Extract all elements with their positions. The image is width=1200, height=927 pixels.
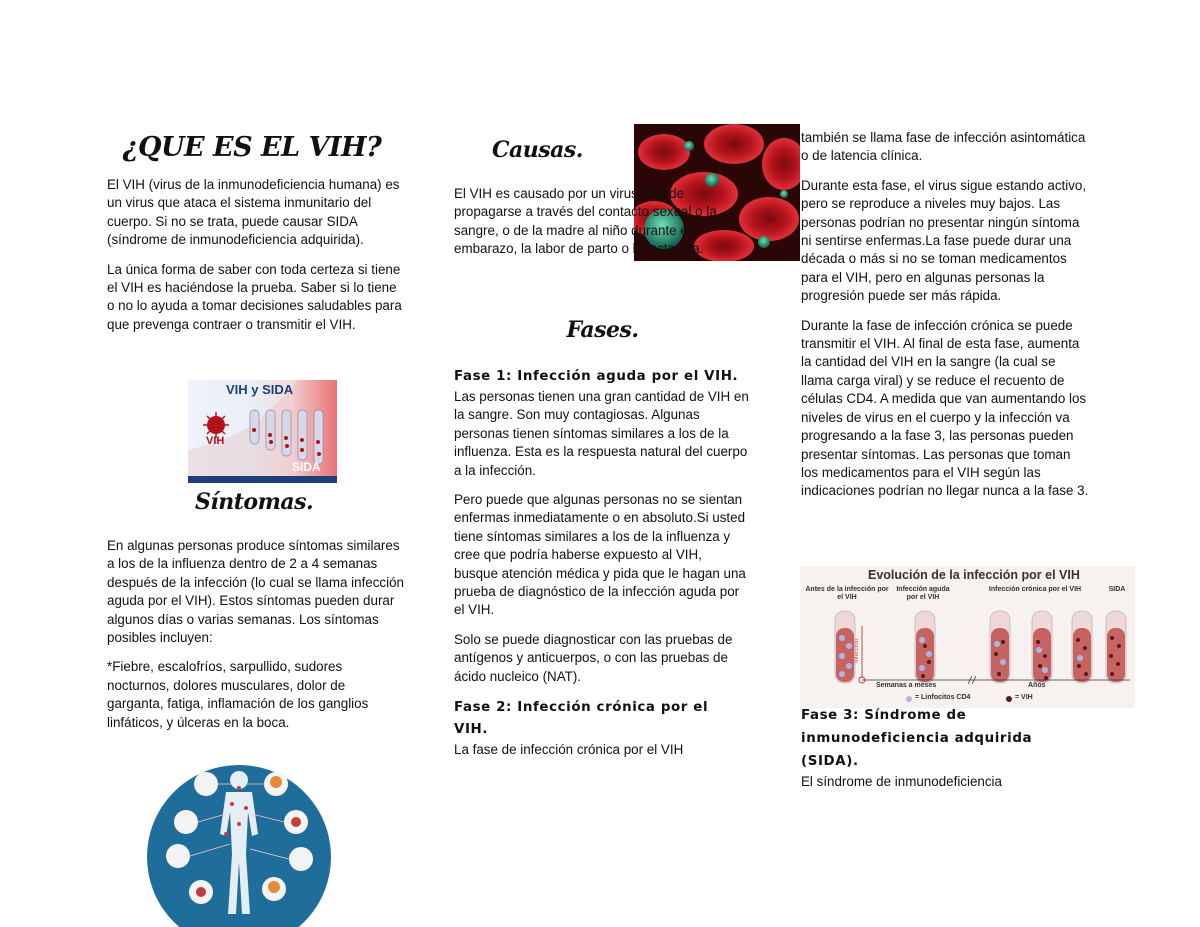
fase3-title: Fase 3: Síndrome de inmunodeficiencia adquirida (SIDA). — [801, 708, 1033, 769]
fase1-paragraph-2: Pero puede que algunas personas no se sientan enfermas inmediatamente o en absoluto.Si usted tiene síntomas similares a los de la influenza y cree que podría haberse expuesto al VIH, busque atención médica y pida que le hagan una prueba de diagnóstico de la infección aguda por el VIH. — [454, 492, 746, 618]
evolution-stage2: Infección aguda por el VIH — [896, 586, 950, 601]
fase2-continuation: también se llama fase de infección asintomática o de latencia clínica. — [801, 130, 1086, 164]
fase1-title: Fase 1: Infección aguda por el VIH. — [454, 369, 739, 384]
evolution-vertical-label: Infección — [854, 638, 861, 664]
column-right — [801, 129, 1091, 512]
vih-sida-image-title: VIH y SIDA — [226, 382, 294, 397]
paragraph-lista-sintomas: *Fiebre, escalofríos, sarpullido, sudores nocturnos, dolores musculares, dolor de garganta, fatiga, inflamación de los ganglios linfáticos, y úlceras en la boca. — [107, 659, 369, 730]
title-fases: Fases. — [566, 317, 639, 343]
evolution-stage3: Infección crónica por el VIH — [988, 586, 1082, 593]
fase2-paragraph: La fase de infección crónica por el VIH — [454, 742, 684, 758]
paragraph-latencia: Durante esta fase, el virus sigue estando activo, pero se reproduce a niveles muy bajos. Las personas podrían no presentar ningún síntoma ni sentirse enfermas.La fase puede durar una década o más si no se toman medicamentos para el VIH, pero en algunas personas la progresión puede ser más rápida. — [801, 177, 1087, 304]
evolution-legend-cd4: = Linfocitos CD4 — [915, 694, 971, 701]
fase1-paragraph-3: Solo se puede diagnosticar con las pruebas de antígenos y anticuerpos, o con las pruebas de ácido nucleico (NAT). — [454, 631, 733, 684]
vih-sida-image-right: SIDA — [292, 460, 321, 474]
evolution-axis-years: Años — [1028, 682, 1046, 689]
paragraph-sintomas: En algunas personas produce síntomas similares a los de la influenza dentro de 2 a 4 semanas después de la infección (lo cual se llama infección aguda por el VIH). Estos síntomas pueden durar algunos días o varias semanas. Los síntomas posibles incluyen: — [107, 538, 404, 646]
vih-sida-image — [188, 380, 337, 483]
column-left-bottom — [107, 537, 405, 743]
paragraph-progresion: Durante la fase de infección crónica se puede transmitir el VIH. Al final de esta fase, aumenta la cantidad del VIH en la sangre (la cual se llama carga viral) y se reduce el recuento de células CD4. A medida que van aumentando los niveles de virus en el cuerpo y la infección va progresando a la fase 3, las personas pueden presentar síntomas. Las personas que toman los medicamentos para el VIH según las indicaciones podrían no llegar nunca a la fase 3. — [801, 317, 1089, 499]
title-que-es-vih: ¿QUE ES EL VIH? — [122, 132, 382, 163]
paragraph-definition: El VIH (virus de la inmunodeficiencia humana) es un virus que ataca el sistema inmunitario del cuerpo. Si no se trata, puede causar SIDA (síndrome de inmunodeficiencia adquirida). — [107, 177, 400, 248]
symptoms-body-illustration — [146, 764, 332, 927]
evolution-image — [800, 566, 1135, 708]
evolution-stage1: Antes de la infección por el VIH — [805, 586, 889, 601]
vih-sida-image-left: VIH — [206, 435, 225, 447]
column-middle — [454, 366, 749, 771]
causas-text: El VIH es causado por un virus. Puede propagarse a través del contacto sexual o la sangre, o de la madre al niño durante el embarazo, la labor de parto o la lactancia. — [454, 186, 717, 257]
fase1-paragraph: Las personas tienen una gran cantidad de VIH en la sangre. Son muy contagiosas. Algunas personas tienen síntomas similares a los de la influenza. Esta es la respuesta natural del cuerpo a la infección. — [454, 389, 749, 478]
evolution-stage4: SIDA — [1108, 586, 1126, 593]
fase3-paragraph: El síndrome de inmunodeficiencia — [801, 774, 1002, 789]
fase2-title: Fase 2: Infección crónica por el VIH. — [454, 700, 709, 738]
title-causas: Causas. — [492, 137, 583, 163]
column-left — [107, 130, 405, 334]
column-right-bottom — [801, 704, 1071, 802]
evolution-legend-vih: = VIH — [1015, 694, 1033, 701]
symptoms-body-image — [146, 764, 332, 927]
title-sintomas: Síntomas. — [195, 489, 314, 515]
evolution-axis-weeks: Semanas a meses — [876, 682, 937, 689]
paragraph-prueba: La única forma de saber con toda certeza si tiene el VIH es haciéndose la prueba. Saber si lo tiene o no lo ayuda a tomar decisiones saludables para que prevenga contraer o transmitir el VIH. — [107, 261, 402, 332]
evolution-title: Evolución de la infección por el VIH — [868, 568, 1080, 582]
